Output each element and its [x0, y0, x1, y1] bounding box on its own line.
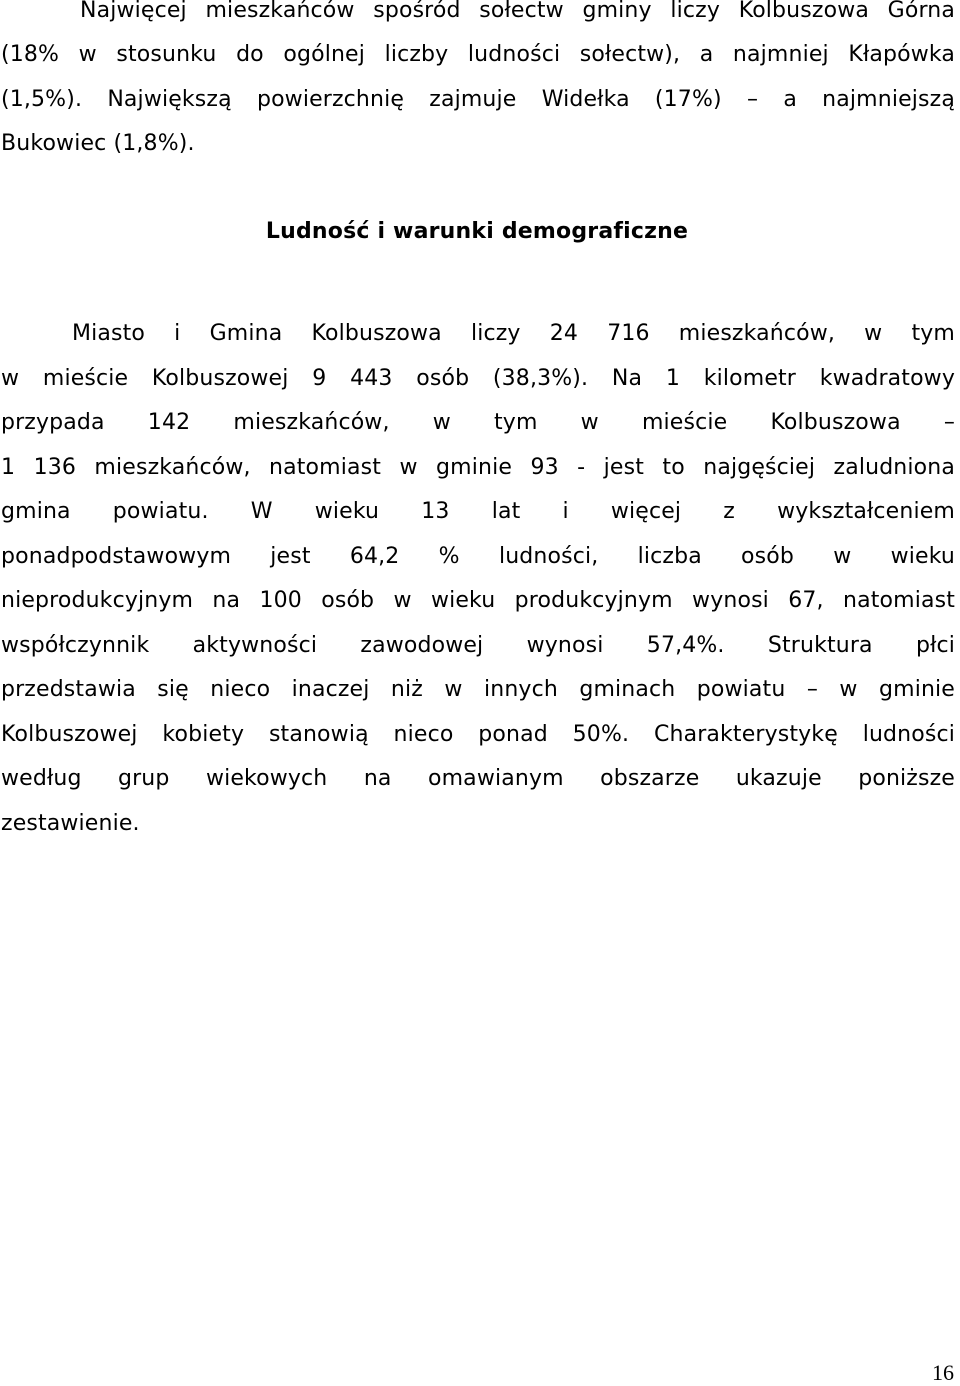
text-line: Bukowiec (1,8%).	[1, 131, 195, 156]
text-line: w mieście Kolbuszowej 9 443 osób (38,3%). Na 1 kilometr kwadratowy	[1, 366, 955, 391]
text-line: Najwięcej mieszkańców spośród sołectw gminy liczy Kolbuszowa Górna	[80, 0, 955, 23]
text-line: przedstawia się nieco inaczej niż w innych gminach powiatu – w gminie	[1, 677, 955, 702]
text-line: Kolbuszowej kobiety stanowią nieco ponad 50%. Charakterystykę ludności	[1, 722, 955, 747]
text-line: gmina powiatu. W wieku 13 lat i więcej z wykształceniem	[1, 499, 955, 524]
text-line: (18% w stosunku do ogólnej liczby ludności sołectw), a najmniej Kłapówka	[1, 42, 955, 67]
text-line: (1,5%). Największą powierzchnię zajmuje Widełka (17%) – a najmniejszą	[1, 87, 955, 112]
text-line: ponadpodstawowym jest 64,2 % ludności, liczba osób w wieku	[1, 544, 955, 569]
text-line: Miasto i Gmina Kolbuszowa liczy 24 716 mieszkańców, w tym	[72, 321, 955, 346]
section-heading: Ludność i warunki demograficzne	[265, 219, 689, 244]
page-number: 16	[932, 1360, 954, 1385]
text-line: według grup wiekowych na omawianym obszarze ukazuje poniższe	[1, 766, 955, 791]
text-line: 1 136 mieszkańców, natomiast w gminie 93 - jest to najgęściej zaludniona	[1, 455, 955, 480]
text-line: współczynnik aktywności zawodowej wynosi 57,4%. Struktura płci	[1, 633, 955, 658]
text-line: przypada 142 mieszkańców, w tym w mieście Kolbuszowa –	[1, 410, 955, 435]
text-line: zestawienie.	[1, 811, 140, 836]
text-line: nieprodukcyjnym na 100 osób w wieku produkcyjnym wynosi 67, natomiast	[1, 588, 955, 613]
